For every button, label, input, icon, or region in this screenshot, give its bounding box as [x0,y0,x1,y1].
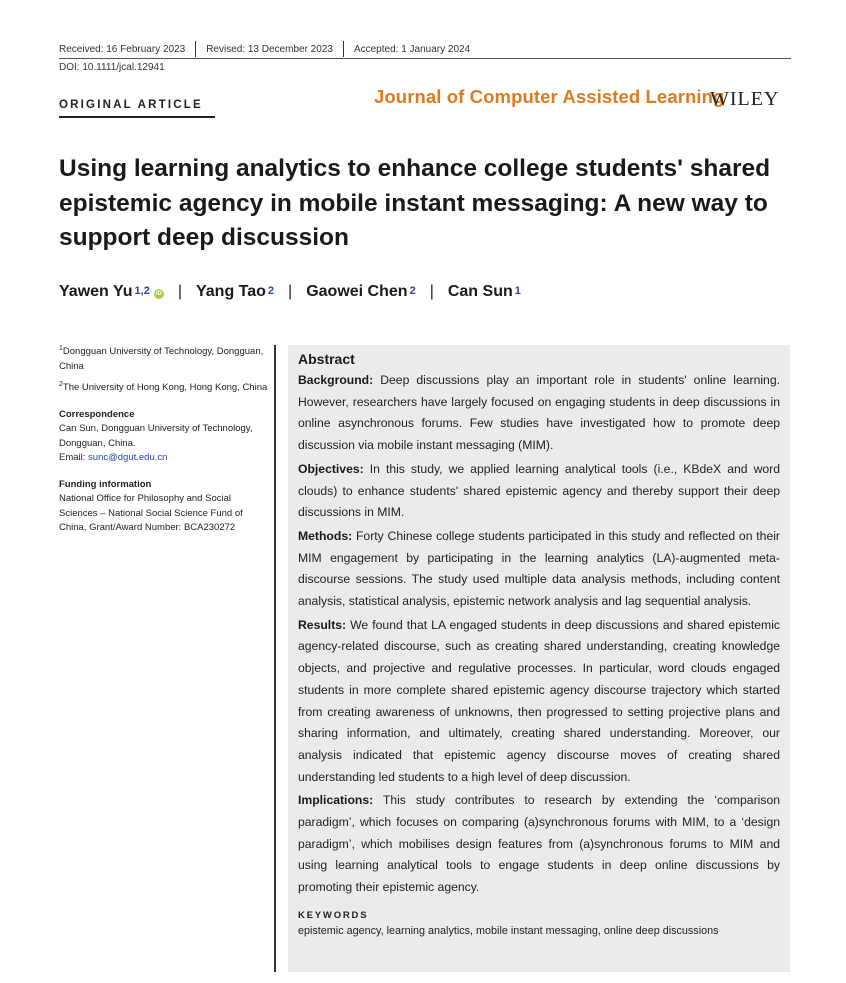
email-line [59,451,269,466]
author-name[interactable]: Can Sun [447,283,513,300]
author-name[interactable]: Yang Tao [195,283,266,300]
received-date: Received: 16 February 2023 [59,43,186,55]
author-affiliation-number: 1,2 [134,285,150,297]
abstract-heading: Abstract [298,351,355,367]
author-affiliation-number: 2 [409,285,416,297]
section-text: In this study, we applied learning analytical tools (i.e., KBdeX and word clouds) to enhance students' shared epistemic agency and thereby support their deep discussions in MIM. [298,461,780,520]
affiliation-number: 1 [59,345,63,352]
date-line [59,40,791,58]
keywords-heading: KEYWORDS [298,909,369,921]
section-text: This study contributes to research by extending the ‘comparison paradigm’, which focuses on comparing (a)synchronous forums with MIM, to a ‘design paradigm’, which mobilises design features from (a)synchronous forums to MIM and using learning analytical tools to engage students in deep online discussions by promoting their epistemic agency. [298,793,780,895]
abstract-background [298,370,780,457]
journal-name: Journal of Computer Assisted Learning [374,86,725,107]
orcid-icon[interactable]: iD [155,291,162,297]
affiliation [59,378,269,396]
doi[interactable]: DOI: 10.1111/jcal.12941 [59,62,165,73]
article-info-sidebar [59,342,269,540]
correspondence-heading: Correspondence [59,408,135,420]
abstract-objectives [298,459,780,524]
author-separator: | [429,283,434,300]
section-text: Deep discussions play an important role in students' online learning. However, researchers have largely focused on engaging students in deep discussions in online asynchronous forums. Few studies have investigated how to promote deep discussion via mobile instant messaging (MIM). [298,373,780,453]
correspondence-text: Can Sun, Dongguan University of Technology, Dongguan, China. [59,423,253,449]
funding-text: National Office for Philosophy and Social Sciences – National Social Science Fund of China, Grant/Award Number: BCA230272 [59,493,243,534]
abstract-panel [288,345,790,972]
section-label: Background: [298,373,374,387]
affiliation-number: 2 [59,381,63,389]
abstract-results [298,615,780,789]
section-label: Methods: [298,528,353,543]
author-name[interactable]: Yawen Yu [59,283,133,300]
section-text: Forty Chinese college students participated in this study and reflected on their MIM engagement by participating in the learning analytics (LA)-augmented meta-discourse sessions. The study used multiple data analysis methods, including content analysis, statistical analysis, epistemic network analysis and lag sequential analysis. [298,528,780,609]
header-divider [59,58,791,59]
email-link[interactable]: sunc@dgut.edu.cn [88,452,168,464]
affiliation-text: The University of Hong Kong, Hong Kong, China [62,382,268,394]
date-separator [195,41,196,57]
revised-date: Revised: 13 December 2023 [206,43,333,55]
article-title: Using learning analytics to enhance college students' shared epistemic agency in mobile instant messaging: A new way to support deep discussion [59,155,771,251]
author-affiliation-number: 1 [514,285,521,297]
author-separator: | [177,283,182,300]
affiliation-text: Dongguan University of Technology, Dongguan, China [59,346,264,372]
email-label: Email: [59,452,89,464]
section-label: Objectives: [298,461,364,476]
accepted-date: Accepted: 1 January 2024 [353,43,471,55]
section-text: We found that LA engaged students in deep discussions and shared epistemic agency-related discourse, such as creating shared understanding, creating knowledge objects, and projective and regulative processes. In particular, word clouds engaged students in more complete shared epistemic agency discourse trajectory which started from creating awareness of unknowns, then progressed to setting projective plans and sharing information, and ultimately, creating shared understanding. Moreover, our analysis indicated that epistemic agency discourse moves of creating shared understanding led students to a high level of deep discussion. [298,617,780,784]
funding-heading: Funding information [59,478,152,490]
article-type-underline [59,116,215,118]
affiliation [59,342,269,374]
date-separator [343,41,344,57]
abstract-implications [298,790,780,899]
abstract-divider [274,345,276,972]
keywords-list: epistemic agency, learning analytics, mobile instant messaging, online deep discussions [298,924,719,937]
abstract-methods [298,526,780,613]
article-type: ORIGINAL ARTICLE [59,99,203,111]
author-affiliation-number: 2 [267,285,275,297]
author-name[interactable]: Gaowei Chen [306,283,408,300]
section-label: Implications: [298,793,374,808]
publisher-logo: WILEY [710,88,780,110]
author-separator: | [288,283,293,300]
section-label: Results: [298,617,347,632]
author-list [59,283,521,301]
